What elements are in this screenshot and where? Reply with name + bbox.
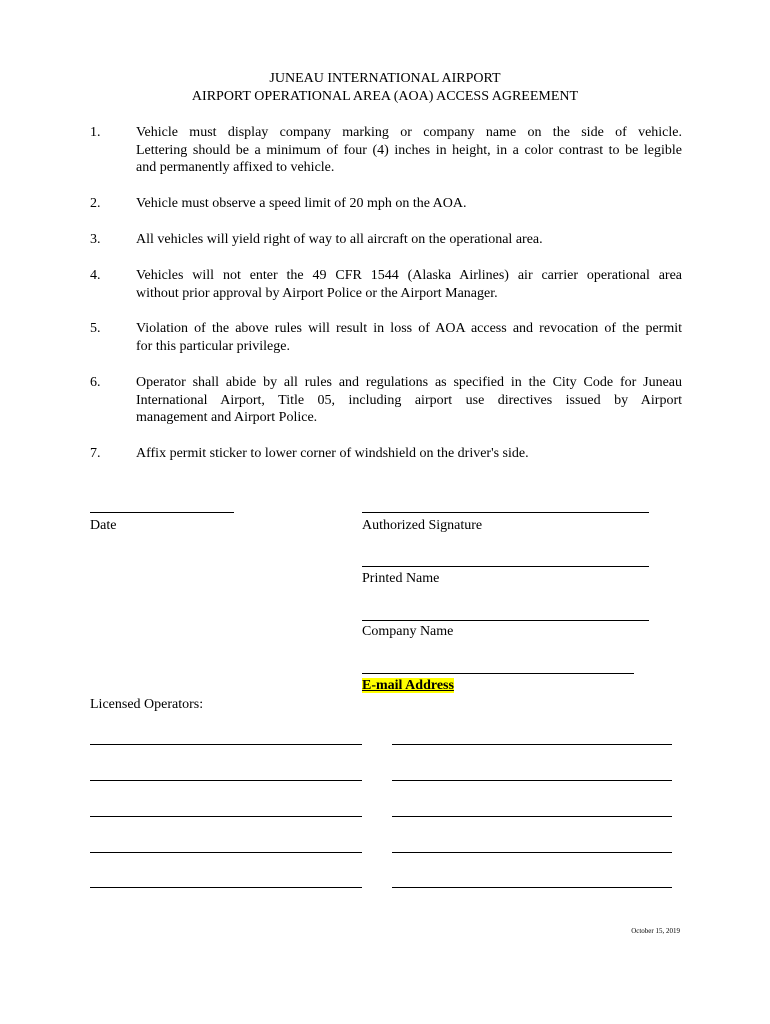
operator-line-right-3[interactable] bbox=[392, 816, 672, 817]
rule-number: 4. bbox=[90, 268, 101, 283]
rule-text-line: and permanently affixed to vehicle. bbox=[136, 160, 335, 175]
rule-text-line: Affix permit sticker to lower corner of windshield on the driver's side. bbox=[136, 446, 529, 461]
operator-line-right-2[interactable] bbox=[392, 780, 672, 781]
operator-line-left-5[interactable] bbox=[90, 887, 362, 888]
rule-text-line: Vehicle must observe a speed limit of 20 mph on the AOA. bbox=[136, 196, 467, 211]
rule-item-7 bbox=[90, 445, 682, 463]
operator-line-right-5[interactable] bbox=[392, 887, 672, 888]
rule-text-line: management and Airport Police. bbox=[136, 410, 318, 425]
operator-line-right-1[interactable] bbox=[392, 744, 672, 745]
date-signature-line[interactable] bbox=[90, 512, 234, 513]
footer-date: October 15, 2019 bbox=[631, 927, 680, 935]
rule-number: 6. bbox=[90, 375, 101, 390]
company-name-label: Company Name bbox=[362, 624, 454, 639]
rule-item-1 bbox=[90, 124, 682, 177]
company-name-line[interactable] bbox=[362, 620, 649, 621]
airport-name-heading: JUNEAU INTERNATIONAL AIRPORT bbox=[269, 71, 501, 86]
printed-name-line[interactable] bbox=[362, 566, 649, 567]
rule-text-line: Violation of the above rules will result in loss of AOA access and revocation of the permit bbox=[136, 321, 682, 336]
agreement-title-heading: AIRPORT OPERATIONAL AREA (AOA) ACCESS AGREEMENT bbox=[191, 89, 579, 104]
printed-name-label: Printed Name bbox=[362, 571, 440, 586]
operator-line-right-4[interactable] bbox=[392, 852, 672, 853]
rule-text-line: Lettering should be a minimum of four (4) inches in height, in a color contrast to be legible bbox=[136, 142, 682, 158]
authorized-signature-label: Authorized Signature bbox=[362, 518, 483, 533]
authorized-signature-line[interactable] bbox=[362, 512, 649, 513]
rule-text-line: International Airport, Title 05, including airport use directives issued by Airport bbox=[136, 392, 682, 408]
rule-number: 5. bbox=[90, 321, 101, 336]
email-address-label bbox=[362, 677, 454, 694]
rule-number: 3. bbox=[90, 232, 101, 247]
operator-line-left-1[interactable] bbox=[90, 744, 362, 745]
rule-text-line: Vehicles will not enter the 49 CFR 1544 (Alaska Airlines) air carrier operational area bbox=[136, 268, 682, 283]
rule-text-line: All vehicles will yield right of way to all aircraft on the operational area. bbox=[136, 232, 543, 247]
rule-number: 7. bbox=[90, 446, 101, 461]
rule-text-line: for this particular privilege. bbox=[136, 338, 290, 354]
licensed-operators-label: Licensed Operators: bbox=[90, 697, 204, 712]
operator-line-left-3[interactable] bbox=[90, 816, 362, 817]
rule-item-3 bbox=[90, 231, 682, 249]
rule-number: 2. bbox=[90, 196, 101, 211]
email-address-highlight: E-mail Address bbox=[362, 678, 454, 693]
operator-line-left-2[interactable] bbox=[90, 780, 362, 781]
rule-item-2 bbox=[90, 195, 682, 213]
rule-item-6 bbox=[90, 374, 682, 427]
rule-text-line: without prior approval by Airport Police or the Airport Manager. bbox=[136, 285, 498, 301]
rule-text-line: Vehicle must display company marking or company name on the side of vehicle. bbox=[136, 125, 682, 140]
operator-line-left-4[interactable] bbox=[90, 852, 362, 853]
rule-number: 1. bbox=[90, 125, 101, 140]
rule-item-5 bbox=[90, 320, 682, 355]
rule-item-4 bbox=[90, 267, 682, 302]
email-address-line[interactable] bbox=[362, 673, 634, 674]
rule-text-line: Operator shall abide by all rules and regulations as specified in the City Code for Juneau bbox=[136, 375, 682, 390]
date-label: Date bbox=[90, 518, 117, 533]
